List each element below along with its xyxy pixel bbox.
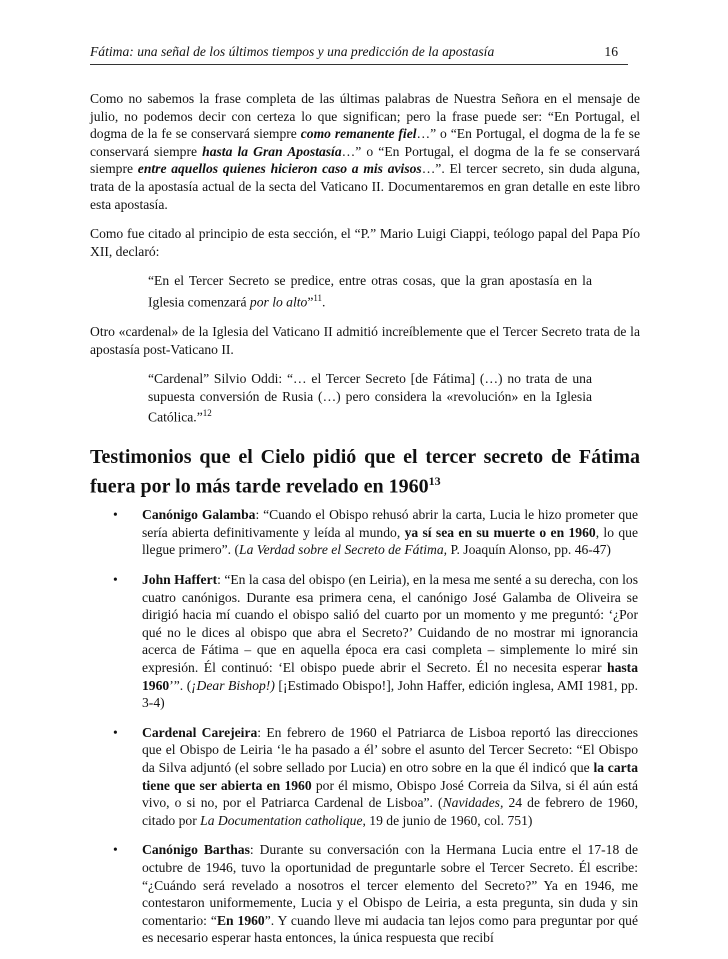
paragraph-3: Otro «cardenal» de la Iglesia del Vaticano II admitió increíblemente que el Tercer Secreto trata de la apostasía post-Vaticano II. — [90, 324, 640, 357]
paragraph-2: Como fue citado al principio de esta sección, el “P.” Mario Luigi Ciappi, teólogo papal del Papa Pío XII, declaró: — [90, 226, 640, 259]
list-item-galamba: • Canónigo Galamba: “Cuando el Obispo rehusó abrir la carta, Lucia le hizo prometer que sería abierta definitivamente y leída al mundo, ya sí sea en su muerte o en 1960, lo que llegue primero”. (La Verdad sobre el Secreto de Fátima, P. Joaquín Alonso, pp. 46-47) — [113, 507, 638, 558]
running-header — [90, 44, 628, 65]
header-title: Fátima: una señal de los últimos tiempos y una predicción de la apostasía — [90, 44, 495, 59]
footnote-ref-11[interactable]: 11 — [313, 292, 323, 303]
list-item-haffert: • John Haffert: “En la casa del obispo (en Leiria), en la mesa me senté a su derecha, con los cuatro canónigos. Durante esa primera cena, el canónigo José Galamba de Oliveira se dirigió hacia mí cuando el obispo salió del cuarto por un momento y me preguntó: ‘¿Por qué no le dices al obispo que abra el Secreto?’ Cuidando de no mostrar mi ignorancia acerca de Fátima – que en aquella época era casi completa – simplemente lo miré sin expresión. Él continuó: ‘El obispo puede abrir el Secreto. Él no necesita esperar hasta 1960’”. (¡Dear Bishop!) [¡Estimado Obispo!], John Haffer, edición inglesa, AMI 1981, pp. 3-4) — [113, 572, 638, 711]
paragraph-1: Como no sabemos la frase completa de las últimas palabras de Nuestra Señora en el mensaje de julio, no podemos decir con certeza lo que significan; pero la frase puede ser: “En Portugal, el dogma de la fe se conservará siempre como remanente fiel…” o “En Portugal, el dogma de la fe se conservará siempre hasta la Gran Apostasía…” o “En Portugal, el dogma de la fe se conservará siempre entre aquellos quienes hicieron caso a mis avisos…”. El tercer secreto, sin duda alguna, trata de la apostasía actual de la secta del Vaticano II. Documentaremos en gran detalle en este libro esta apostasía. — [90, 91, 641, 212]
list-item-carejeira: • Cardenal Carejeira: En febrero de 1960 el Patriarca de Lisboa reportó las direcciones que el Obispo de Leiria ‘le ha pasado a él’ sobre el asunto del Tercer Secreto: “El Obispo da Silva adjuntó (el sobre sellado por Lucia) en otro sobre en la que él indicó que la carta tiene que ser abierta en 1960 por él mismo, Obispo José Correia da Silva, si él aún está vivo, o si no, por el Patriarca Cardenal de Lisboa”. (Navidades, 24 de febrero de 1960, citado por La Documentation catholique, 19 de junio de 1960, col. 751) — [113, 724, 638, 828]
bullet-icon: • — [113, 724, 118, 740]
list-item-barthas: • Canónigo Barthas: Durante su conversación con la Hermana Lucia entre el 17-18 de octubre de 1946, tuvo la oportunidad de preguntarle sobre el Tercer Secreto. Él escribe: “¿Cuándo será revelado a nosotros el tercer elemento del Secreto?” Ya en 1946, me contestaron uniformemente, Lucia y el Obispo de Leiria, a esta pregunta, sin duda y sin comentario: “En 1960”. Y cuando lleve mi audacia tan lejos como para preguntar por qué es necesario esperar hasta entonces, la única respuesta que recibí — [113, 842, 638, 946]
emphasis-gran-apostasia: hasta la Gran Apostasía — [202, 143, 342, 159]
bullet-icon: • — [113, 842, 118, 858]
section-heading: Testimonios que el Cielo pidió que el tercer secreto de Fátima fuera por lo más tarde revelado en 1960$^{13}$ — [90, 445, 640, 498]
bullet-icon: • — [113, 572, 118, 587]
quote-emphasis: por lo alto — [249, 294, 308, 310]
footnote-ref-13[interactable]: 13 — [428, 473, 441, 488]
emphasis-avisos: entre aquellos quienes hicieron caso a mis avisos — [137, 161, 422, 177]
testimony-list — [90, 506, 640, 947]
emphasis-remanente: como remanente fiel — [300, 126, 417, 142]
footnote-ref-12[interactable]: 12 — [202, 408, 212, 419]
page-body — [90, 90, 640, 959]
quote-ciappi: “En el Tercer Secreto se predice, entre otras cosas, que la gran apostasía en la Iglesia comenzará por lo alto”$^{11}$. — [148, 273, 592, 310]
page-number: 16 — [604, 44, 618, 59]
bullet-icon: • — [113, 507, 118, 523]
quote-oddi: “Cardenal” Silvio Oddi: “… el Tercer Secreto [de Fátima] (…) no trata de una supuesta conversión de Rusia (…) pero considera la «revolución» en la Iglesia Católica.”$^{12}$ — [148, 371, 592, 425]
